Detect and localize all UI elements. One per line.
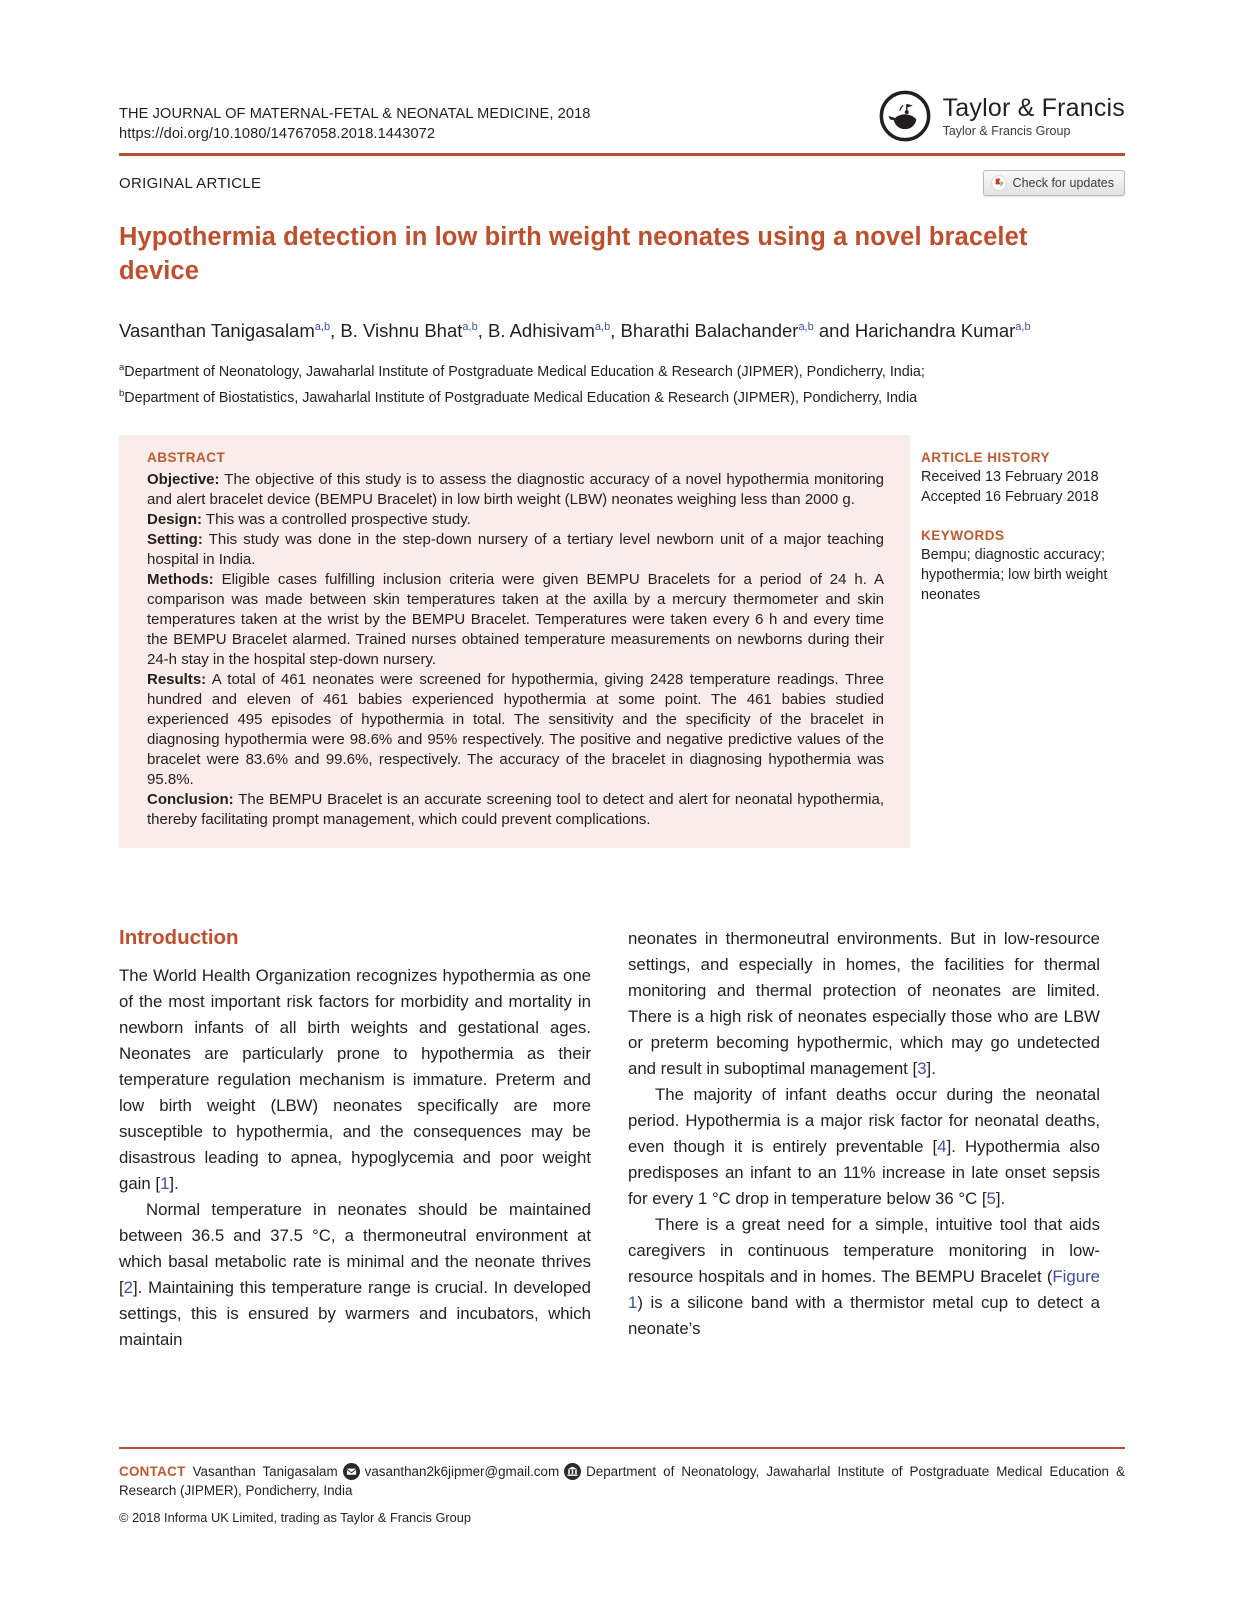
body-column-left [119, 926, 591, 1353]
crossmark-icon [991, 175, 1007, 191]
authors-line: Vasanthan Tanigasalam$^{a,b}$, B. Vishnu Bhat$^{a,b}$, B. Adhisivam$^{a,b}$, Bharathi Balachander$^{a,b}$ and Harichandra Kumar$^{a,b}$ [119, 320, 1031, 342]
publisher-name: Taylor & Francis [942, 94, 1125, 122]
citation-ref[interactable]: 4 [937, 1136, 947, 1156]
contact-name: Vasanthan Tanigasalam [192, 1464, 338, 1479]
copyright-line: © 2018 Informa UK Limited, trading as Taylor & Francis Group [119, 1510, 472, 1525]
paragraph-text: ]. [926, 1058, 936, 1078]
keywords-text: Bempu; diagnostic accuracy; hypothermia; low birth weight neonates [921, 546, 1108, 603]
body-paragraph [628, 1212, 1100, 1342]
affiliations [119, 357, 1125, 409]
abstract-entry: Setting: This study was done in the step-down nursery of a tertiary level newborn unit of a major teaching hospital in India. [147, 530, 884, 568]
citation-ref[interactable]: 3 [917, 1058, 927, 1078]
citation-ref[interactable]: 2 [123, 1277, 134, 1297]
intro-right-paragraphs [628, 926, 1100, 1342]
author: B. Vishnu Bhat$^{a,b}$ [340, 320, 478, 342]
introduction-heading: Introduction [119, 925, 239, 949]
paragraph-text: Normal temperature in neonates should be maintained between 36.5 and 37.5 °C, a thermoneutral environment at which basal metabolic rate is minimal and the neonate thrives [ [119, 1199, 591, 1297]
author: Harichandra Kumar$^{a,b}$ [854, 320, 1031, 342]
abstract-label: ABSTRACT [147, 449, 226, 465]
author-affiliation-sup: a,b [1015, 321, 1031, 333]
check-for-updates-button[interactable] [983, 170, 1125, 196]
article-history-label: ARTICLE HISTORY [921, 449, 1051, 465]
page-footer [119, 1447, 1125, 1525]
abstract-entry: Methods: Eligible cases fulfilling inclusion criteria were given BEMPU Bracelets for a period of 24 h. A comparison was made between skin temperatures taken at the axilla by a mercury thermometer and skin temperatures taken at the wrist by the BEMPU Bracelet. Temperatures were taken every 6 h and every time the BEMPU Bracelet alarmed. Trained nurses obtained temperature measurements on newborns during their 24-h stay in the hospital step-down nursery. [147, 570, 884, 668]
envelope-icon [343, 1463, 360, 1480]
paragraph-text: ]. [169, 1173, 179, 1193]
author-affiliation-sup: a,b [462, 321, 478, 333]
page-header [119, 88, 1125, 144]
body-paragraph [119, 1197, 591, 1353]
body-column-right [628, 926, 1100, 1353]
building-icon [564, 1463, 581, 1480]
abstract-entry: Design: This was a controlled prospective study. [147, 510, 471, 528]
keywords-label: KEYWORDS [921, 527, 1005, 543]
check-for-updates-label: Check for updates [1012, 176, 1114, 190]
abstract-entry: Objective: The objective of this study is to assess the diagnostic accuracy of a novel hypothermia monitoring and alert bracelet device (BEMPU Bracelet) in low birth weight (LBW) neonates weighing less than 2000 g. [147, 470, 884, 508]
author-affiliation-sup: a,b [798, 321, 814, 333]
paragraph-text: The majority of infant deaths occur during the neonatal period. Hypothermia is a major risk factor for neonatal deaths, even though it is entirely preventable [ [628, 1084, 1100, 1156]
publisher-group: Taylor & Francis Group [942, 124, 1071, 138]
contact-label: CONTACT [119, 1464, 186, 1479]
contact-email[interactable]: vasanthan2k6jipmer@gmail.com [364, 1464, 560, 1479]
footer-rule [119, 1447, 1125, 1449]
author-affiliation-sup: a,b [594, 321, 611, 333]
article-title: Hypothermia detection in low birth weight neonates using a novel bracelet device [119, 223, 1028, 285]
citation-ref[interactable]: 5 [986, 1188, 996, 1208]
paragraph-text: The World Health Organization recognizes hypothermia as one of the most important risk factors for morbidity and mortality in newborn infants of all birth weights and gestational ages. Neonates are particularly prone to hypothermia as their temperature regulation mechanism is immature. Preterm and low birth weight (LBW) neonates specifically are more susceptible to hypothermia, and the consequences may be disastrous leading to apnea, hypoglycemia and poor weight gain [ [119, 965, 591, 1193]
journal-title: THE JOURNAL OF MATERNAL-FETAL & NEONATAL MEDICINE, 2018 [119, 106, 591, 122]
paragraph-text: ]. Maintaining this temperature range is crucial. In developed settings, this is ensured by warmers and incubators, which maintain [119, 1277, 591, 1349]
history-item: Received 13 February 2018 [921, 468, 1099, 485]
article-type-label: ORIGINAL ARTICLE [119, 174, 262, 192]
affiliation-line: $^a$Department of Neonatology, Jawaharlal Institute of Postgraduate Medical Education & Research (JIPMER), Pondicherry, India; [119, 362, 925, 380]
author: Vasanthan Tanigasalam$^{a,b}$ [119, 320, 331, 342]
publisher-brand [877, 88, 1125, 144]
body-paragraph [628, 926, 1100, 1082]
paragraph-text: neonates in thermoneutral environments. But in low-resource settings, and especially in homes, the facilities for thermal monitoring and thermal protection of neonates are limited. There is a high risk of neonates especially those who are LBW or preterm becoming hypothermic, which may go undetected and result in suboptimal management [ [628, 928, 1100, 1078]
abstract-entries [147, 470, 884, 830]
history-item: Accepted 16 February 2018 [921, 488, 1099, 505]
article-history-items [921, 467, 1125, 507]
affiliation-line: $^b$Department of Biostatistics, Jawaharlal Institute of Postgraduate Medical Education & Research (JIPMER), Pondicherry, India [119, 387, 918, 406]
citation-ref[interactable]: 1 [160, 1173, 170, 1193]
paragraph-text: ) is a silicone band with a thermistor metal cup to detect a neonate’s [628, 1292, 1100, 1338]
intro-left-paragraphs [119, 963, 591, 1353]
contact-affiliation: Department of Neonatology, Jawaharlal Institute of Postgraduate Medical Education & Research (JIPMER), Pondicherry, India [119, 1464, 1125, 1498]
taylor-francis-lamp-icon [877, 88, 933, 144]
author-affiliation-sup: a,b [314, 321, 331, 333]
article-info-sidebar [921, 435, 1125, 848]
paragraph-text: ]. Hypothermia also predisposes an infant to an 11% increase in late onset sepsis for every 1 °C drop in temperature below 36 °C [ [628, 1136, 1100, 1208]
citation-ref[interactable]: Figure 1 [628, 1266, 1100, 1312]
abstract-entry: Results: A total of 461 neonates were screened for hypothermia, giving 2428 temperature readings. Three hundred and eleven of 461 babies experienced hypothermia at some point. The 461 babies studied experienced 495 episodes of hypothermia in total. The sensitivity and the specificity of the bracelet in diagnosing hypothermia were 98.6% and 95% respectively. The positive and negative predictive values of the bracelet were 83.6% and 99.6%, respectively. The accuracy of the bracelet in diagnosing hypothermia was 95.8%. [147, 670, 884, 788]
paragraph-text: ]. [995, 1188, 1006, 1208]
header-rule [119, 153, 1125, 156]
body-paragraph [119, 963, 591, 1197]
abstract-box [119, 435, 910, 848]
paragraph-text: There is a great need for a simple, intuitive tool that aids caregivers in continuous temperature monitoring in low-resource hospitals and in homes. The BEMPU Bracelet ( [628, 1214, 1100, 1286]
author: B. Adhisivam$^{a,b}$ [487, 320, 611, 342]
abstract-entry: Conclusion: The BEMPU Bracelet is an accurate screening tool to detect and alert for neonatal hypothermia, thereby facilitating prompt management, which could prevent complications. [147, 790, 884, 828]
doi-link[interactable]: https://doi.org/10.1080/14767058.2018.1443072 [119, 126, 436, 142]
author: Bharathi Balachander$^{a,b}$ [620, 320, 814, 342]
body-paragraph [628, 1082, 1100, 1212]
